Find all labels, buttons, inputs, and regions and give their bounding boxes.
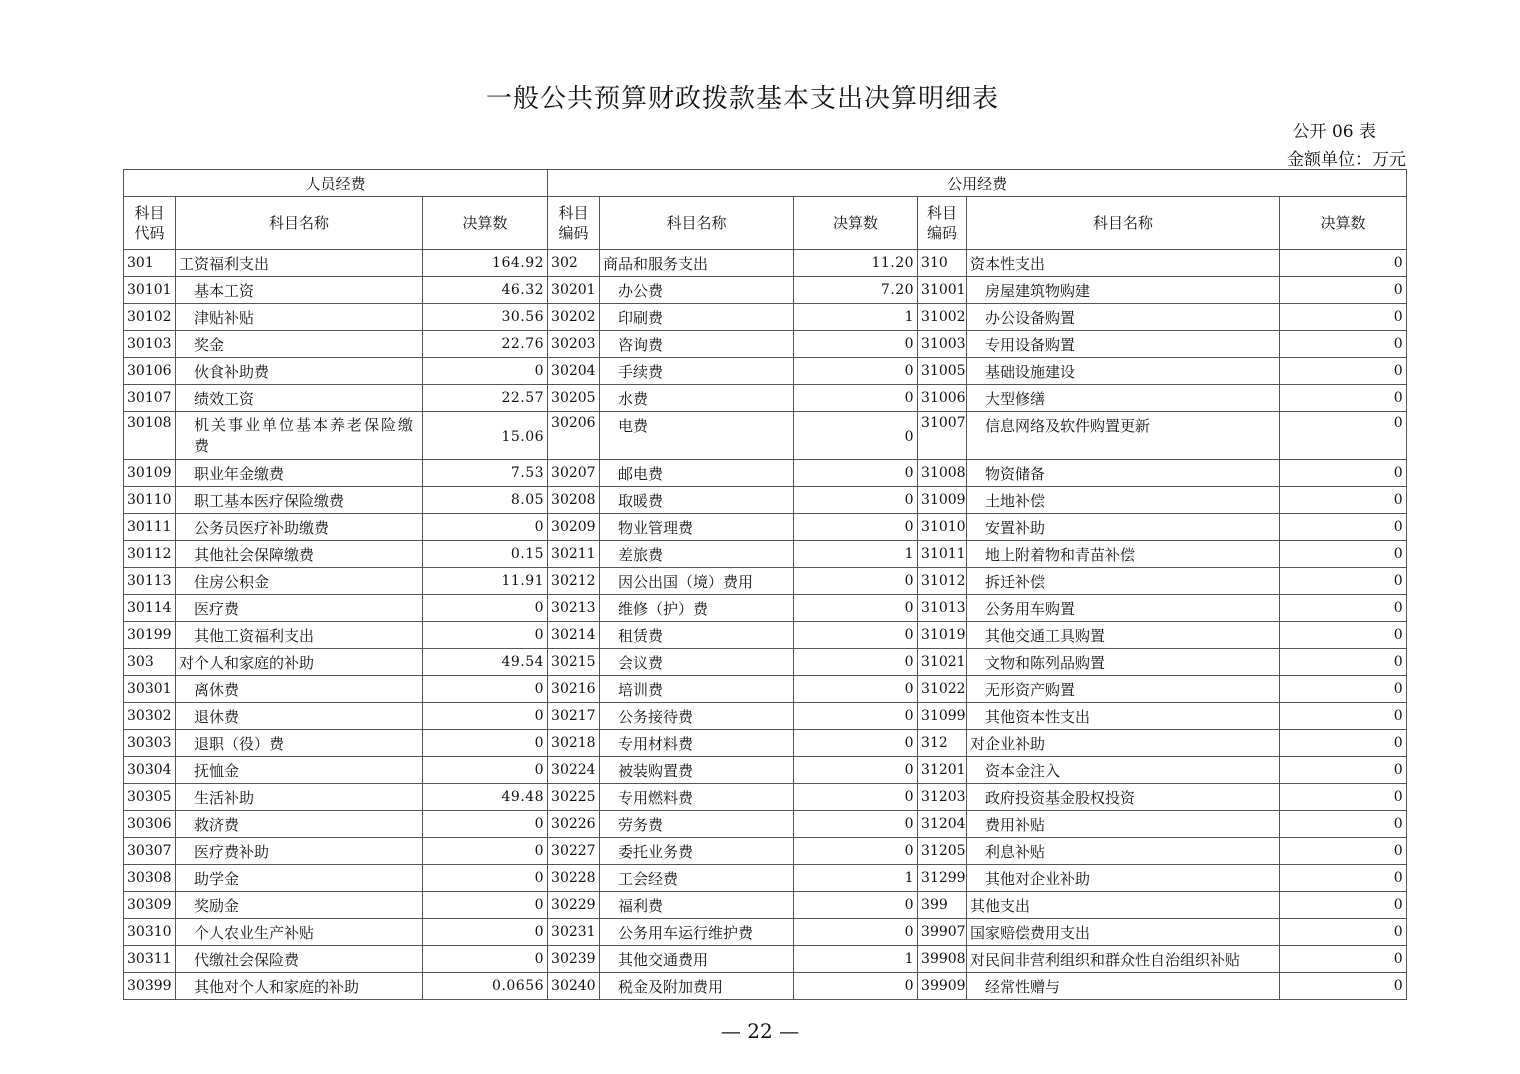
code-cell: 31205 [918,838,967,865]
name-cell: 租赁费 [600,622,794,649]
code-cell: 30207 [548,460,600,487]
code-cell: 31203 [918,784,967,811]
code-cell: 31005 [918,358,967,385]
name-cell: 专用燃料费 [600,784,794,811]
header-name-a: 科目名称 [176,197,423,250]
name-cell: 手续费 [600,358,794,385]
code-cell: 30231 [548,919,600,946]
code-cell: 30304 [124,757,176,784]
table-row [124,649,1407,676]
name-cell: 抚恤金 [176,757,423,784]
table-row [124,595,1407,622]
amount-cell: 11.20 [794,250,918,277]
amount-cell: 0 [794,973,918,1000]
code-cell: 30202 [548,304,600,331]
name-cell: 因公出国（境）费用 [600,568,794,595]
amount-cell: 0 [794,514,918,541]
code-cell: 30208 [548,487,600,514]
table-row [124,676,1407,703]
header-code-a: 科目 代码 [124,197,176,250]
amount-cell: 0 [1280,784,1407,811]
code-cell: 30211 [548,541,600,568]
amount-cell: 0 [794,487,918,514]
name-cell: 公务接待费 [600,703,794,730]
amount-cell: 0 [794,676,918,703]
name-cell: 文物和陈列品购置 [967,649,1280,676]
amount-cell: 164.92 [423,250,548,277]
code-cell: 30109 [124,460,176,487]
amount-cell: 0 [423,892,548,919]
code-cell: 31204 [918,811,967,838]
amount-cell: 0 [794,757,918,784]
name-cell: 基本工资 [176,277,423,304]
name-cell: 奖励金 [176,892,423,919]
amount-cell: 0 [1280,838,1407,865]
name-cell: 办公费 [600,277,794,304]
code-cell: 31008 [918,460,967,487]
amount-cell: 0 [794,412,918,460]
name-cell: 国家赔偿费用支出 [967,919,1280,946]
amount-cell: 49.48 [423,784,548,811]
table-row [124,946,1407,973]
code-cell: 30218 [548,730,600,757]
header-amount-b: 决算数 [794,197,918,250]
name-cell: 邮电费 [600,460,794,487]
header-code-b: 科目 编码 [548,197,600,250]
amount-cell: 0 [1280,595,1407,622]
amount-cell: 0 [423,595,548,622]
page-title: 一般公共预算财政拨款基本支出决算明细表 [485,84,999,114]
code-cell: 30205 [548,385,600,412]
table-row [124,385,1407,412]
amount-cell: 0 [423,730,548,757]
name-cell: 电费 [600,412,794,460]
table-row [124,703,1407,730]
header-amount-a: 决算数 [423,197,548,250]
name-cell: 其他资本性支出 [967,703,1280,730]
code-cell: 30199 [124,622,176,649]
amount-cell: 0 [794,784,918,811]
amount-cell: 0.0656 [423,973,548,1000]
name-cell: 职工基本医疗保险缴费 [176,487,423,514]
table-code-label: 公开 06 表 [1292,122,1376,142]
code-cell: 30216 [548,676,600,703]
name-cell: 其他交通费用 [600,946,794,973]
code-cell: 310 [918,250,967,277]
table-row [124,277,1407,304]
amount-cell: 0 [423,946,548,973]
amount-cell: 0 [794,622,918,649]
name-cell: 代缴社会保险费 [176,946,423,973]
code-cell: 30302 [124,703,176,730]
name-cell: 工会经费 [600,865,794,892]
amount-cell: 46.32 [423,277,548,304]
amount-cell: 0.15 [423,541,548,568]
code-cell: 30310 [124,919,176,946]
table-row [124,622,1407,649]
code-cell: 30399 [124,973,176,1000]
table-row [124,541,1407,568]
name-cell: 物业管理费 [600,514,794,541]
name-cell: 职业年金缴费 [176,460,423,487]
name-cell: 奖金 [176,331,423,358]
group-public: 公用经费 [548,170,1407,197]
amount-cell: 22.57 [423,385,548,412]
name-cell: 资本金注入 [967,757,1280,784]
code-cell: 31009 [918,487,967,514]
code-cell: 30209 [548,514,600,541]
amount-cell: 0 [1280,304,1407,331]
name-cell: 拆迁补偿 [967,568,1280,595]
amount-cell: 0 [1280,892,1407,919]
code-cell: 31019 [918,622,967,649]
amount-cell: 0 [794,703,918,730]
amount-cell: 0 [1280,412,1407,460]
name-cell: 伙食补助费 [176,358,423,385]
name-cell: 经常性赠与 [967,973,1280,1000]
table-row [124,514,1407,541]
amount-cell: 0 [1280,622,1407,649]
name-cell: 商品和服务支出 [600,250,794,277]
amount-cell: 0 [423,676,548,703]
code-cell: 30303 [124,730,176,757]
amount-cell: 0 [423,622,548,649]
name-cell: 福利费 [600,892,794,919]
amount-cell: 11.91 [423,568,548,595]
table-row [124,730,1407,757]
code-cell: 30307 [124,838,176,865]
amount-cell: 0 [423,919,548,946]
name-cell: 其他支出 [967,892,1280,919]
table-row [124,304,1407,331]
amount-cell: 0 [794,730,918,757]
group-personnel: 人员经费 [124,170,548,197]
table-row [124,784,1407,811]
table-row [124,331,1407,358]
amount-cell: 0 [794,568,918,595]
amount-cell: 1 [794,304,918,331]
amount-cell: 0 [1280,946,1407,973]
code-cell: 30213 [548,595,600,622]
name-cell: 救济费 [176,811,423,838]
amount-cell: 0 [794,838,918,865]
name-cell: 费用补贴 [967,811,1280,838]
amount-cell: 1 [794,541,918,568]
table-row [124,358,1407,385]
amount-cell: 30.56 [423,304,548,331]
expenditure-table [123,169,1407,1000]
code-cell: 30204 [548,358,600,385]
amount-cell: 8.05 [423,487,548,514]
name-cell: 物资储备 [967,460,1280,487]
header-amount-c: 决算数 [1280,197,1407,250]
code-cell: 31012 [918,568,967,595]
name-cell: 对企业补助 [967,730,1280,757]
table-row [124,811,1407,838]
name-cell: 房屋建筑物购建 [967,277,1280,304]
code-cell: 31010 [918,514,967,541]
amount-cell: 7.53 [423,460,548,487]
amount-cell: 0 [794,331,918,358]
code-cell: 31002 [918,304,967,331]
code-cell: 30203 [548,331,600,358]
name-cell: 政府投资基金股权投资 [967,784,1280,811]
name-cell: 资本性支出 [967,250,1280,277]
code-cell: 30107 [124,385,176,412]
name-cell: 培训费 [600,676,794,703]
name-cell: 税金及附加费用 [600,973,794,1000]
header-code-c: 科目 编码 [918,197,967,250]
amount-cell: 0 [1280,514,1407,541]
table-row [124,757,1407,784]
name-cell: 津贴补贴 [176,304,423,331]
name-cell: 专用材料费 [600,730,794,757]
table-row [124,460,1407,487]
amount-cell: 1 [794,946,918,973]
code-cell: 30226 [548,811,600,838]
name-cell: 被装购置费 [600,757,794,784]
name-cell: 会议费 [600,649,794,676]
code-cell: 30214 [548,622,600,649]
amount-cell: 0 [1280,277,1407,304]
name-cell: 退职（役）费 [176,730,423,757]
name-cell: 对个人和家庭的补助 [176,649,423,676]
code-cell: 31001 [918,277,967,304]
amount-cell: 0 [1280,487,1407,514]
header-name-c: 科目名称 [967,197,1280,250]
amount-cell: 0 [423,838,548,865]
code-cell: 301 [124,250,176,277]
name-cell: 办公设备购置 [967,304,1280,331]
code-cell: 30112 [124,541,176,568]
name-cell: 医疗费 [176,595,423,622]
name-cell: 土地补偿 [967,487,1280,514]
code-cell: 30239 [548,946,600,973]
column-header-row [124,197,1407,250]
code-cell: 30227 [548,838,600,865]
code-cell: 30240 [548,973,600,1000]
amount-cell: 49.54 [423,649,548,676]
amount-cell: 0 [1280,541,1407,568]
table-row [124,865,1407,892]
code-cell: 30108 [124,412,176,460]
name-cell: 公务用车运行维护费 [600,919,794,946]
table-row [124,568,1407,595]
code-cell: 31299 [918,865,967,892]
amount-cell: 22.76 [423,331,548,358]
name-cell: 助学金 [176,865,423,892]
group-header-row [124,170,1407,197]
name-cell: 取暖费 [600,487,794,514]
code-cell: 30305 [124,784,176,811]
amount-cell: 0 [794,595,918,622]
amount-cell: 0 [423,358,548,385]
name-cell: 其他社会保障缴费 [176,541,423,568]
code-cell: 31006 [918,385,967,412]
name-cell: 信息网络及软件购置更新 [967,412,1280,460]
code-cell: 30224 [548,757,600,784]
name-cell: 退休费 [176,703,423,730]
name-cell: 绩效工资 [176,385,423,412]
code-cell: 30111 [124,514,176,541]
amount-cell: 0 [794,811,918,838]
code-cell: 399 [918,892,967,919]
code-cell: 31201 [918,757,967,784]
table-row [124,973,1407,1000]
code-cell: 30229 [548,892,600,919]
code-cell: 31011 [918,541,967,568]
code-cell: 39908 [918,946,967,973]
unit-label: 金额单位：万元 [1287,150,1406,170]
name-cell: 地上附着物和青苗补偿 [967,541,1280,568]
table-row [124,838,1407,865]
amount-cell: 0 [794,649,918,676]
code-cell: 30228 [548,865,600,892]
amount-cell: 0 [1280,811,1407,838]
name-cell: 安置补助 [967,514,1280,541]
name-cell: 其他交通工具购置 [967,622,1280,649]
amount-cell: 15.06 [423,412,548,460]
code-cell: 30212 [548,568,600,595]
code-cell: 31013 [918,595,967,622]
code-cell: 30114 [124,595,176,622]
code-cell: 39907 [918,919,967,946]
amount-cell: 0 [423,757,548,784]
code-cell: 30206 [548,412,600,460]
code-cell: 30101 [124,277,176,304]
name-cell: 劳务费 [600,811,794,838]
code-cell: 31007 [918,412,967,460]
name-cell: 利息补贴 [967,838,1280,865]
amount-cell: 0 [1280,865,1407,892]
table-row [124,892,1407,919]
name-cell: 医疗费补助 [176,838,423,865]
amount-cell: 0 [794,460,918,487]
code-cell: 303 [124,649,176,676]
name-cell: 维修（护）费 [600,595,794,622]
code-cell: 30306 [124,811,176,838]
name-cell: 印刷费 [600,304,794,331]
header-name-b: 科目名称 [600,197,794,250]
name-cell: 个人农业生产补贴 [176,919,423,946]
name-cell: 其他对企业补助 [967,865,1280,892]
name-cell: 住房公积金 [176,568,423,595]
amount-cell: 0 [1280,649,1407,676]
name-cell: 专用设备购置 [967,331,1280,358]
code-cell: 30103 [124,331,176,358]
amount-cell: 0 [794,385,918,412]
amount-cell: 0 [1280,973,1407,1000]
code-cell: 30113 [124,568,176,595]
code-cell: 30309 [124,892,176,919]
code-cell: 30106 [124,358,176,385]
code-cell: 31099 [918,703,967,730]
code-cell: 30201 [548,277,600,304]
amount-cell: 0 [794,919,918,946]
amount-cell: 0 [1280,250,1407,277]
amount-cell: 0 [1280,568,1407,595]
code-cell: 30311 [124,946,176,973]
code-cell: 302 [548,250,600,277]
amount-cell: 0 [1280,460,1407,487]
name-cell: 无形资产购置 [967,676,1280,703]
code-cell: 31022 [918,676,967,703]
code-cell: 39909 [918,973,967,1000]
amount-cell: 0 [1280,331,1407,358]
code-cell: 30110 [124,487,176,514]
amount-cell: 0 [794,358,918,385]
amount-cell: 0 [423,811,548,838]
amount-cell: 7.20 [794,277,918,304]
code-cell: 30215 [548,649,600,676]
code-cell: 30225 [548,784,600,811]
name-cell: 工资福利支出 [176,250,423,277]
name-cell: 其他工资福利支出 [176,622,423,649]
name-cell: 大型修缮 [967,385,1280,412]
code-cell: 31003 [918,331,967,358]
name-cell: 公务员医疗补助缴费 [176,514,423,541]
amount-cell: 0 [1280,730,1407,757]
amount-cell: 1 [794,865,918,892]
name-cell: 差旅费 [600,541,794,568]
table-row [124,412,1407,460]
amount-cell: 0 [423,703,548,730]
amount-cell: 0 [1280,385,1407,412]
amount-cell: 0 [1280,703,1407,730]
amount-cell: 0 [1280,919,1407,946]
code-cell: 30301 [124,676,176,703]
name-cell: 水费 [600,385,794,412]
code-cell: 30102 [124,304,176,331]
amount-cell: 0 [423,865,548,892]
amount-cell: 0 [1280,757,1407,784]
table-row [124,919,1407,946]
name-cell: 其他对个人和家庭的补助 [176,973,423,1000]
code-cell: 30217 [548,703,600,730]
code-cell: 31021 [918,649,967,676]
amount-cell: 0 [794,892,918,919]
page-number: — 22 — [720,1019,800,1043]
table-row [124,250,1407,277]
name-cell: 委托业务费 [600,838,794,865]
name-cell: 咨询费 [600,331,794,358]
table-row [124,487,1407,514]
amount-cell: 0 [1280,676,1407,703]
name-cell: 基础设施建设 [967,358,1280,385]
code-cell: 312 [918,730,967,757]
name-cell: 公务用车购置 [967,595,1280,622]
name-cell: 机关事业单位基本养老保险缴费 [176,412,423,460]
amount-cell: 0 [1280,358,1407,385]
code-cell: 30308 [124,865,176,892]
name-cell: 生活补助 [176,784,423,811]
name-cell: 离休费 [176,676,423,703]
amount-cell: 0 [423,514,548,541]
name-cell: 对民间非营利组织和群众性自治组织补贴 [967,946,1280,973]
